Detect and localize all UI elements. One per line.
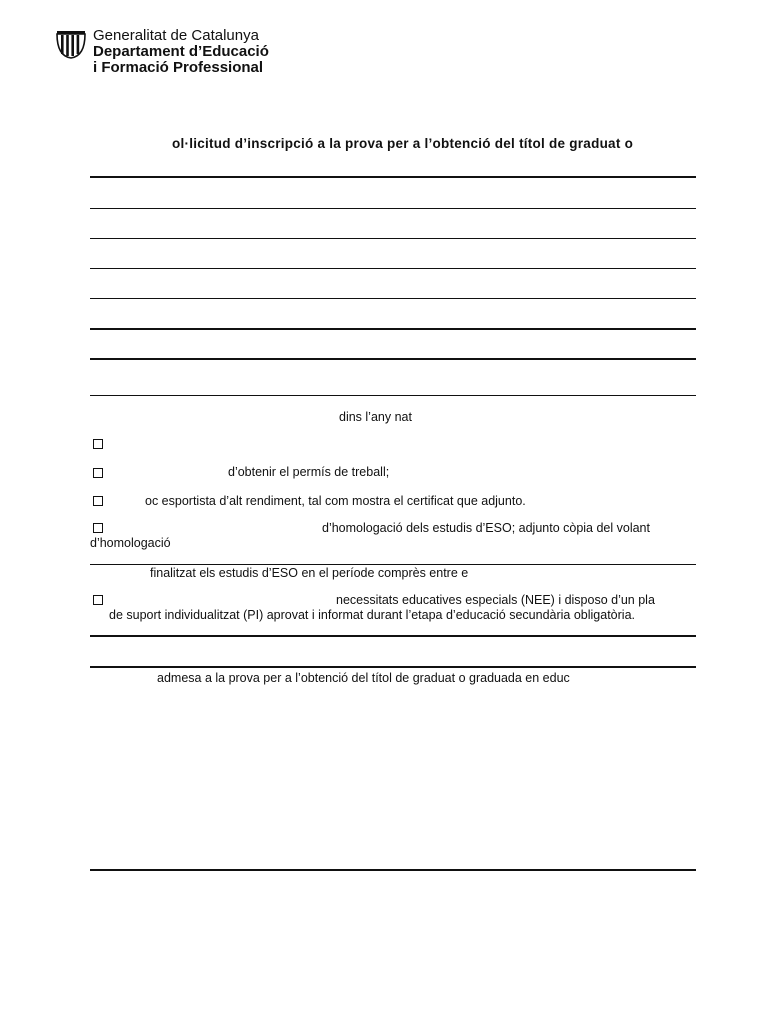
option-3-text: oc esportista d’alt rendiment, tal com mostra el certificat que adjunto. (145, 494, 526, 508)
option-5-text-line-1: necessitats educatives especials (NEE) i disposo d’un pla (336, 593, 655, 607)
option-5-checkbox[interactable] (93, 595, 103, 605)
org-line-2: Departament d’Educació (93, 43, 269, 60)
admission-text: admesa a la prova per a l’obtenció del títol de graduat o graduada en educ (157, 671, 570, 685)
option-5-text-line-2: de suport individualitzat (PI) aprovat i informat durant l’etapa d’educació secundària obligatòria. (109, 608, 635, 622)
option-3-checkbox[interactable] (93, 496, 103, 506)
form-rule (90, 298, 696, 299)
form-rule (90, 666, 696, 668)
form-rule (90, 395, 696, 396)
form-rule (90, 238, 696, 239)
option-2-text: d’obtenir el permís de treball; (228, 465, 390, 479)
form-rule (90, 564, 696, 565)
completed-studies-text: finalitzat els estudis d’ESO en el període comprès entre e (150, 566, 469, 580)
org-line-3: i Formació Professional (93, 59, 264, 76)
option-4-text-line-2: d’homologació (90, 536, 171, 550)
form-rule (90, 208, 696, 209)
form-rule (90, 328, 696, 330)
organization-name (93, 28, 269, 76)
generalitat-stripes-logo-icon (54, 30, 88, 60)
form-rule (90, 869, 696, 871)
option-2-checkbox[interactable] (93, 468, 103, 478)
year-text: dins l’any nat (339, 410, 412, 424)
form-rule (90, 358, 696, 360)
form-rule (90, 176, 696, 178)
option-4-checkbox[interactable] (93, 523, 103, 533)
option-1-checkbox[interactable] (93, 439, 103, 449)
option-4-text-line-1: d’homologació dels estudis d’ESO; adjunto còpia del volant (322, 521, 650, 535)
org-line-1: Generalitat de Catalunya (93, 27, 259, 44)
form-rule (90, 635, 696, 637)
document-title: ol·licitud d’inscripció a la prova per a l’obtenció del títol de graduat o (172, 136, 634, 151)
form-rule (90, 268, 696, 269)
